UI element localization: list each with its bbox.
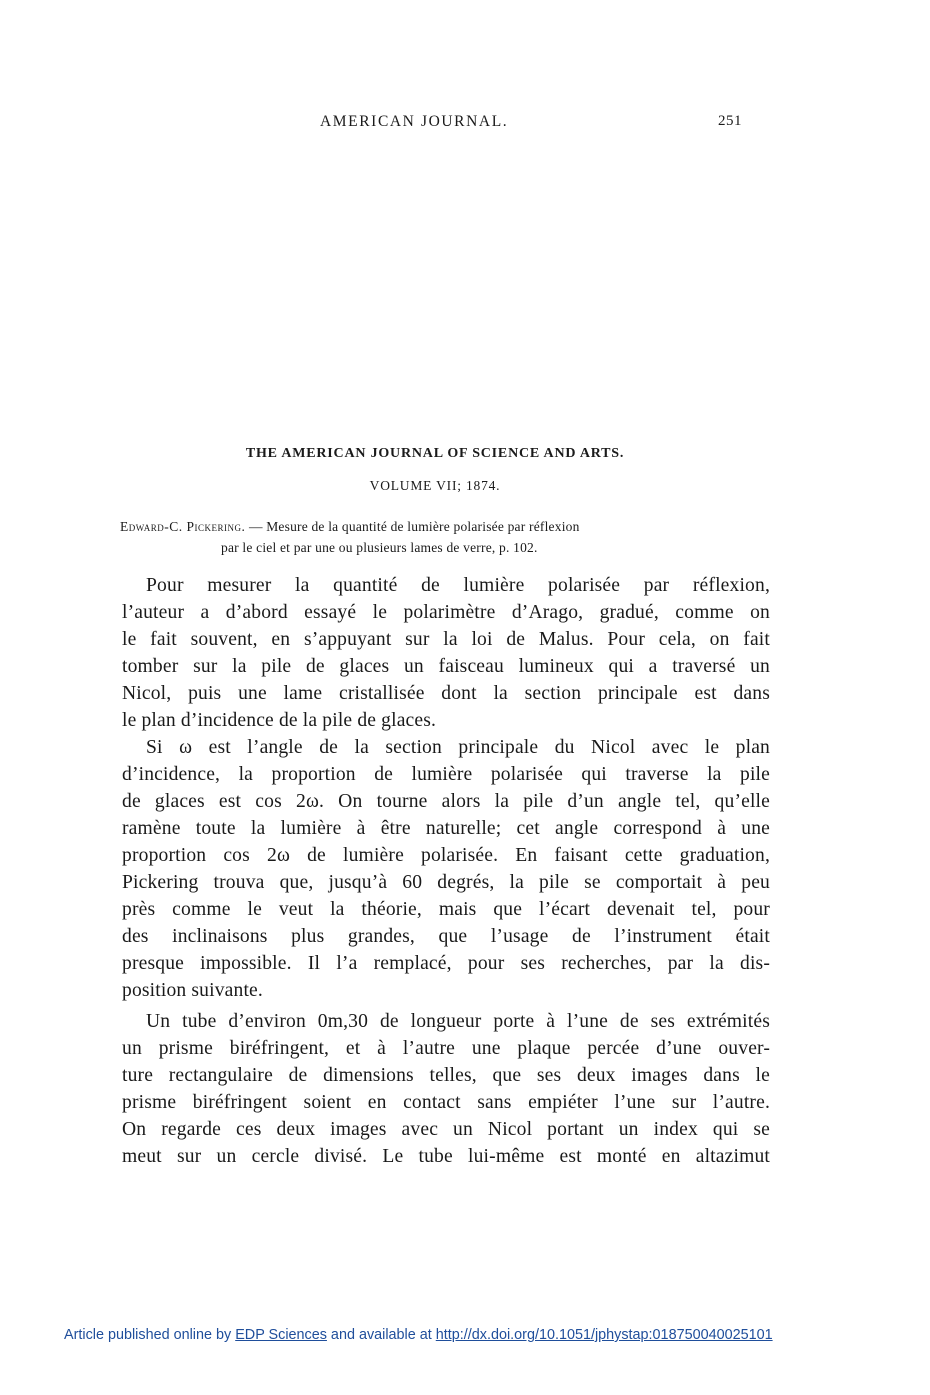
body-line: le fait souvent, en s’appuyant sur la loi de Malus. Pour cela, on fait bbox=[122, 629, 770, 650]
body-line: prisme biréfringent soient en contact sans empiéter l’une sur l’autre. bbox=[122, 1092, 770, 1113]
journal-title: THE AMERICAN JOURNAL OF SCIENCE AND ARTS. bbox=[245, 446, 625, 461]
volume-line: VOLUME VII; 1874. bbox=[369, 478, 501, 493]
body-line: position suivante. bbox=[122, 980, 263, 1001]
article-title-line-2: par le ciel et par une ou plusieurs lames de verre, p. 102. bbox=[221, 540, 538, 555]
body-line: presque impossible. Il l’a remplacé, pour ses recherches, par la dis- bbox=[122, 953, 770, 974]
footer-prefix: Article published online by bbox=[64, 1327, 236, 1343]
body-line: proportion cos 2ω de lumière polarisée. En faisant cette graduation, bbox=[122, 845, 770, 866]
body-line: On regarde ces deux images avec un Nicol portant un index qui se bbox=[122, 1119, 770, 1140]
page-number: 251 bbox=[718, 113, 742, 129]
body-line: tomber sur la pile de glaces un faisceau lumineux qui a traversé un bbox=[122, 656, 770, 677]
body-line: le plan d’incidence de la pile de glaces. bbox=[122, 710, 437, 731]
body-line: un prisme biréfringent, et à l’autre une plaque percée d’une ouver- bbox=[122, 1038, 770, 1059]
article-reference bbox=[120, 516, 760, 558]
article-body bbox=[122, 572, 770, 1170]
body-line: l’auteur a d’abord essayé le polarimètre d’Arago, gradué, comme on bbox=[122, 602, 770, 623]
body-line: près comme le veut la théorie, mais que l’écart devenait tel, pour bbox=[122, 899, 770, 920]
body-line: Si ω est l’angle de la section principale du Nicol avec le plan bbox=[146, 737, 770, 758]
body-line: ture rectangulaire de dimensions telles, que ses deux images dans le bbox=[122, 1065, 770, 1086]
body-line: meut sur un cercle divisé. Le tube lui-même est monté en altazimut bbox=[122, 1146, 770, 1167]
body-line: de glaces est cos 2ω. On tourne alors la pile d’un angle tel, qu’elle bbox=[122, 791, 770, 812]
body-line: des inclinaisons plus grandes, que l’usage de l’instrument était bbox=[122, 926, 770, 947]
publisher-link[interactable]: EDP Sciences bbox=[235, 1327, 327, 1343]
body-line: d’incidence, la proportion de lumière polarisée qui traverse la pile bbox=[122, 764, 770, 785]
doi-link[interactable]: http://dx.doi.org/10.1051/jphystap:018750040025101 bbox=[435, 1327, 773, 1343]
body-line: Un tube d’environ 0m,30 de longueur porte à l’une de ses extrémités bbox=[146, 1011, 770, 1032]
running-head bbox=[0, 113, 930, 137]
body-line: Nicol, puis une lame cristallisée dont la section principale est dans bbox=[122, 683, 770, 704]
body-line: Pickering trouva que, jusqu’à 60 degrés, la pile se comportait à peu bbox=[122, 872, 770, 893]
article-title-line-1: — Mesure de la quantité de lumière polarisée par réflexion bbox=[245, 519, 580, 534]
body-line: Pour mesurer la quantité de lumière polarisée par réflexion, bbox=[146, 575, 770, 596]
article-reference-line-1 bbox=[120, 516, 760, 537]
body-line: ramène toute la lumière à être naturelle; cet angle correspond à une bbox=[122, 818, 770, 839]
article-author: Edward-C. Pickering. bbox=[120, 519, 246, 534]
running-title: AMERICAN JOURNAL. bbox=[320, 113, 509, 130]
footer-middle: and available at bbox=[326, 1327, 436, 1343]
publication-footer bbox=[64, 1327, 773, 1343]
